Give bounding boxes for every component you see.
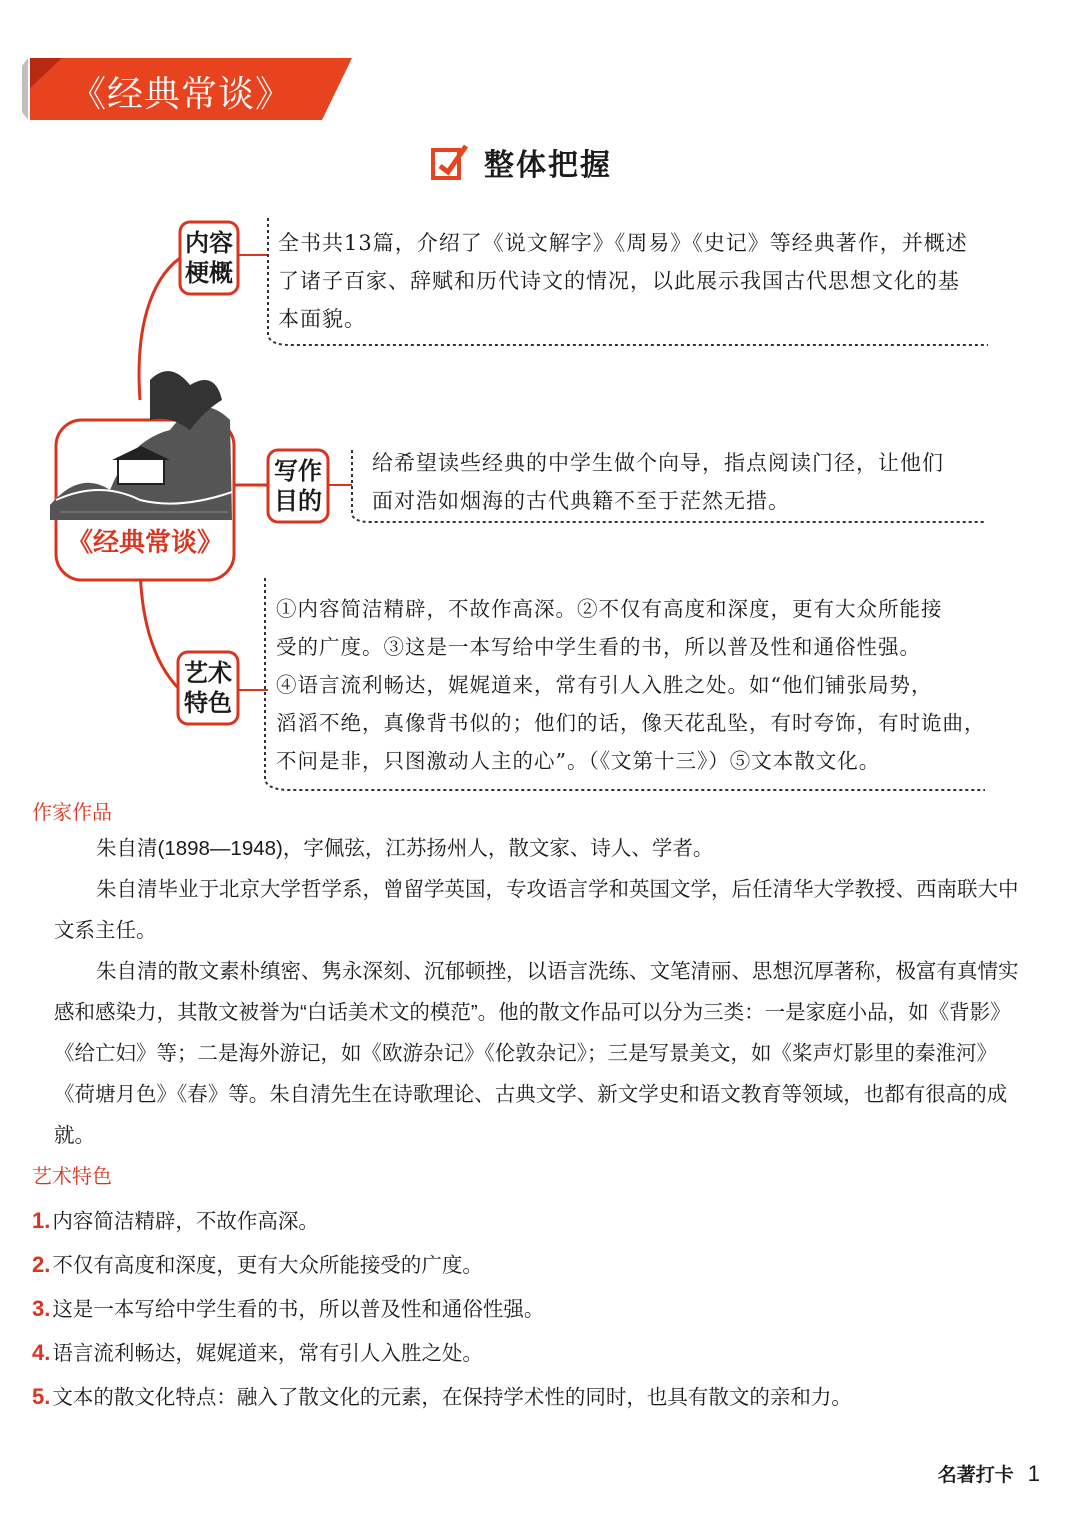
feature-text: 内容简洁精辟，不故作高深。 <box>52 1210 319 1233</box>
feature-number: 5. <box>32 1384 51 1409</box>
node-purpose <box>268 456 328 516</box>
feature-text: 这是一本写给中学生看的书，所以普及性和通俗性强。 <box>52 1298 545 1321</box>
author-paragraph: 朱自清的散文素朴缜密、隽永深刻、沉郁顿挫，以语言洗练、文笔清丽、思想沉厚著称，极富有真情实感和感染力，其散文被誉为“白话美术文的模范”。他的散文作品可以分为三类：一是家庭小品，如《背影》《给亡妇》等；二是海外游记，如《欧游杂记》《伦敦杂记》；三是写景美文，如《桨声灯影里的秦淮河》《荷塘月色》《春》等。朱自清先生在诗歌理论、古典文学、新文学史和语文教育等领域，也都有很高的成就。 <box>54 960 1019 1147</box>
author-body <box>54 828 1024 1156</box>
feature-item <box>32 1204 319 1234</box>
footer-label: 名著打卡 <box>937 1465 1014 1486</box>
features-line: ①内容简洁精辟，不故作高深。②不仅有高度和深度，更有大众所能接 <box>276 597 943 621</box>
features-line: ④语言流利畅达，娓娓道来，常有引人入胜之处。如“他们铺张局势， <box>276 673 933 697</box>
page-footer <box>938 1460 1040 1487</box>
author-paragraph: 朱自清(1898—1948)，字佩弦，江苏扬州人，散文家、诗人、学者。 <box>96 837 714 860</box>
purpose-line: 面对浩如烟海的古代典籍不至于茫然无措。 <box>372 489 790 513</box>
section-title: 整体把握 <box>484 148 612 183</box>
node-purpose-line2: 目的 <box>274 486 322 515</box>
features-heading: 艺术特色 <box>32 1166 112 1188</box>
banner-title: 《经典常谈》 <box>70 74 293 115</box>
feature-number: 2. <box>32 1252 51 1277</box>
node-summary-line1: 内容 <box>185 228 233 257</box>
summary-text <box>278 224 993 338</box>
features-line: 受的广度。③这是一本写给中学生看的书，所以普及性和通俗性强。 <box>276 635 921 659</box>
node-features-line1: 艺术 <box>184 658 232 687</box>
features-line: 不问是非，只图激动人主的心”。（《文第十三》）⑤文本散文化。 <box>276 749 881 773</box>
feature-number: 3. <box>32 1296 51 1321</box>
node-features-line2: 特色 <box>184 688 232 717</box>
feature-item <box>32 1292 544 1322</box>
feature-item <box>32 1380 852 1410</box>
node-features <box>178 658 238 718</box>
center-book-title: 《经典常谈》 <box>66 528 223 558</box>
node-purpose-line1: 写作 <box>274 456 322 485</box>
summary-line: 全书共13篇，介绍了《说文解字》《周易》《史记》等经典著作，并概述 <box>278 231 968 255</box>
features-text <box>276 590 988 780</box>
summary-line: 了诸子百家、辞赋和历代诗文的情况，以此展示我国古代思想文化的基 <box>278 269 960 293</box>
summary-line: 本面貌。 <box>278 307 366 331</box>
feature-number: 4. <box>32 1340 51 1365</box>
feature-item <box>32 1248 483 1278</box>
node-summary-line2: 梗概 <box>185 258 233 287</box>
author-heading: 作家作品 <box>32 802 112 824</box>
feature-text: 不仅有高度和深度，更有大众所能接受的广度。 <box>52 1254 483 1277</box>
feature-number: 1. <box>32 1208 51 1233</box>
purpose-text <box>372 444 987 520</box>
node-summary <box>180 228 238 288</box>
features-line: 滔滔不绝，真像背书似的；他们的话，像天花乱坠，有时夸饰，有时诡曲， <box>276 711 986 735</box>
feature-text: 语言流利畅达，娓娓道来，常有引人入胜之处。 <box>52 1342 483 1365</box>
author-paragraph: 朱自清毕业于北京大学哲学系，曾留学英国，专攻语言学和英国文学，后任清华大学教授、西南联大中文系主任。 <box>54 878 1019 942</box>
feature-text: 文本的散文化特点：融入了散文化的元素，在保持学术性的同时，也具有散文的亲和力。 <box>52 1386 852 1409</box>
purpose-line: 给希望读些经典的中学生做个向导，指点阅读门径，让他们 <box>372 451 944 475</box>
feature-item <box>32 1336 483 1366</box>
page-number: 1 <box>1027 1461 1040 1486</box>
